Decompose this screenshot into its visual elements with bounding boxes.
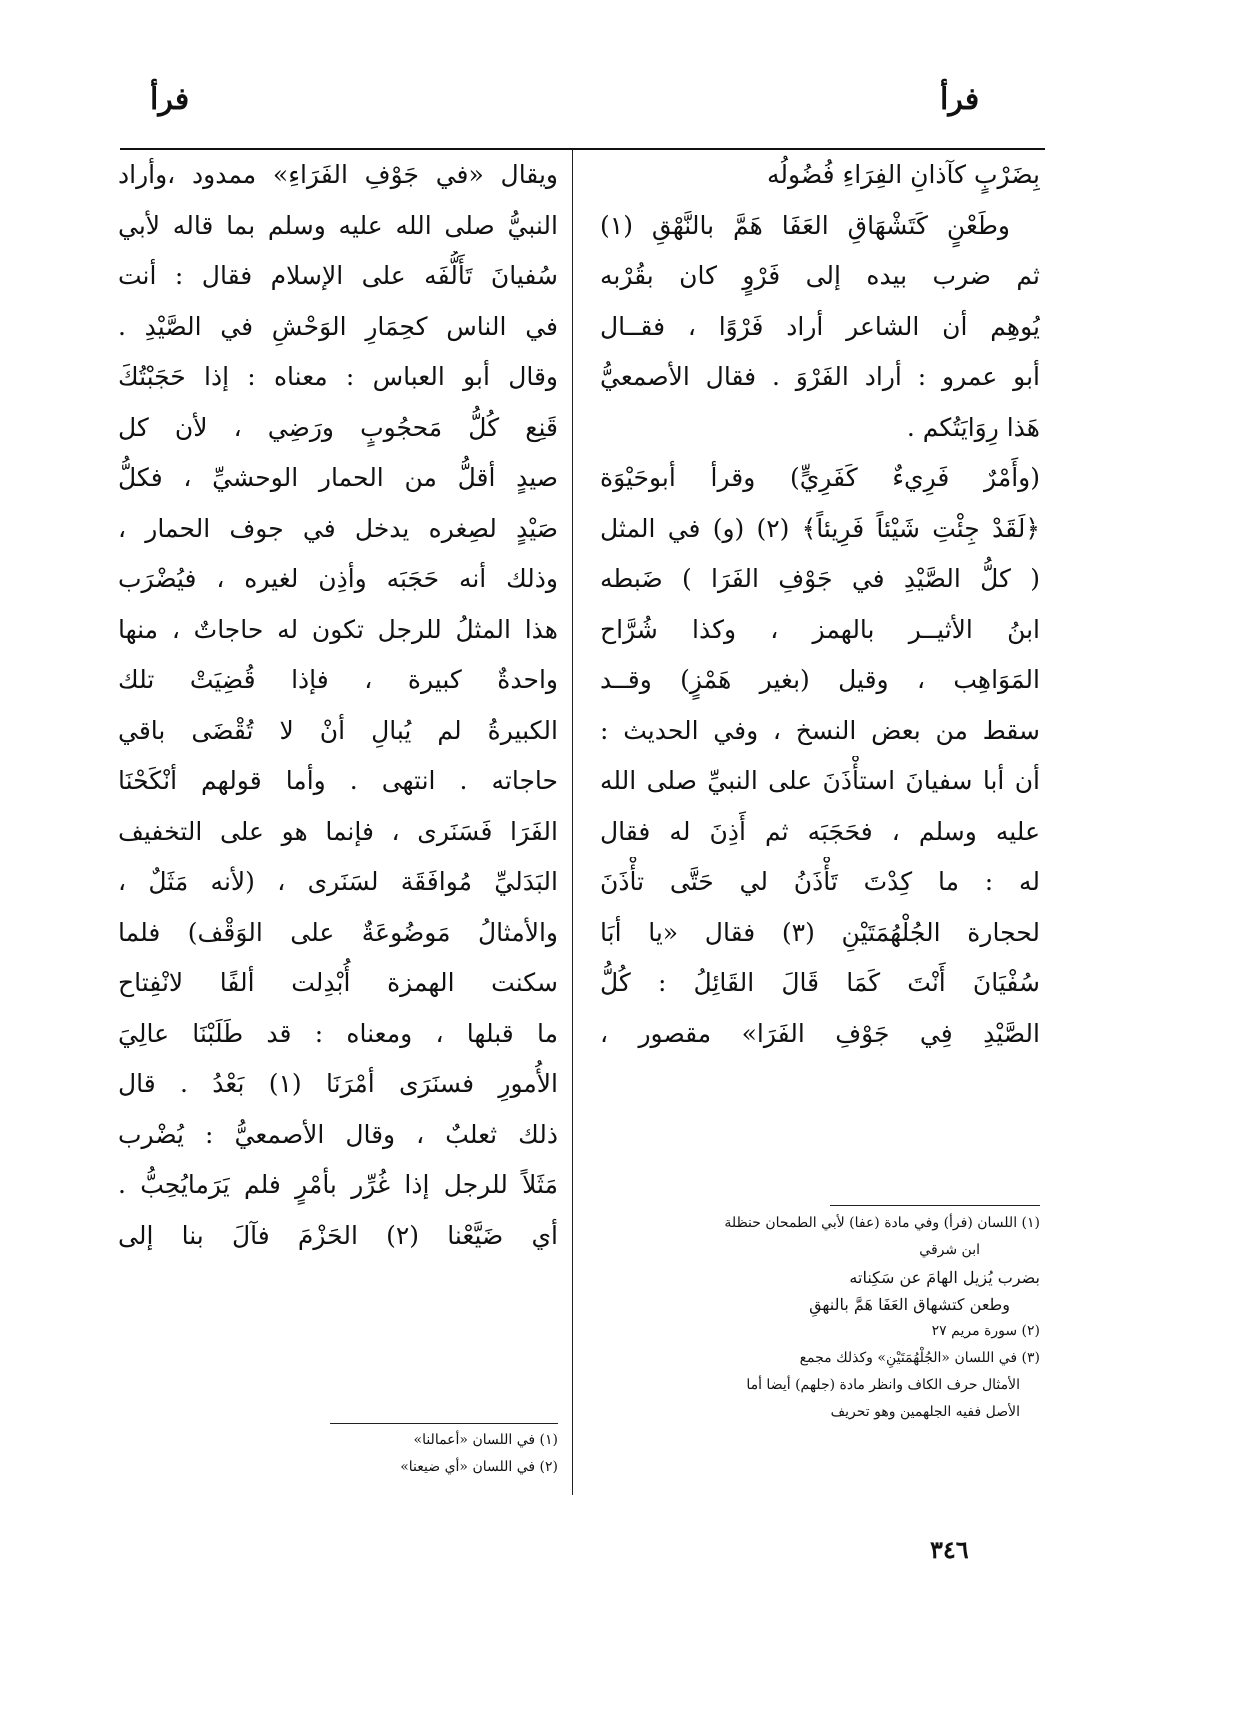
column-divider [572, 150, 573, 1495]
footnote-rule-right [830, 1205, 1040, 1206]
page-number: ٣٤٦ [930, 1535, 969, 1564]
text-line: أي ضَيَّعْنا (٢) الحَزْمَ فآلَ بنا إلى [118, 1220, 558, 1250]
text-line: المَوَاهِب ، وقيل (بغير هَمْزٍ) وقــد [600, 665, 1040, 694]
text-line: له : ما كِدْتَ تَأْذَنُ لي حَتَّى تأْذَنَ [600, 867, 1040, 896]
text-line: وقال أبو العباس : معناه : إذا حَجَبْتُكَ [118, 362, 558, 391]
text-line: ﴿لَقَدْ جِئْتِ شَيْئاً فَرِيئاً﴾ (٢) (و) في المثل [600, 513, 1040, 543]
text-line: بِضَرْبٍ كآذانِ الفِرَاءِ فُضُولُه [766, 160, 1040, 189]
text-line: ذلك ثعلبٌ ، وقال الأصمعيُّ : يُضْرب [118, 1119, 558, 1149]
footnotes-left [300, 1427, 558, 1481]
left-column [118, 150, 558, 1261]
footnote-line: (٢) سورة مريم ٢٧ [931, 1323, 1040, 1339]
text-line: سُفيانَ تَأَلُّفَه على الإسلام فقال : أنت [118, 261, 558, 290]
text-line: الفَرَا فَسَنَرى ، فإنما هو على التخفيف [118, 816, 558, 846]
page-header-right: فرأ [940, 82, 980, 117]
text-line: ( كلُّ الصَّيْدِ في جَوْفِ الفَرَا ) ضَبطه [600, 564, 1040, 593]
text-line: الكبيرةُ لم يُبالِ أنْ لا تُقْضَى باقي [118, 715, 558, 745]
footnotes-right [600, 1210, 1040, 1426]
footnote-line: بضرب يُزيل الهامَ عن سَكِناته [849, 1268, 1040, 1287]
text-line: سُفْيَانَ أَنْتَ كَمَا قَالَ القَائِلُ : كُلُّ [600, 968, 1040, 997]
text-line: ويقال «في جَوْفِ الفَرَاءِ» ممدود ،وأراد [118, 160, 558, 189]
footnote-line: (١) اللسان (فرأ) وفي مادة (عفا) لأبي الطمحان حنظلة [724, 1215, 1040, 1231]
text-line: مَثَلاً للرجل إذا غُرِّر بأمْرٍ فلم يَرَمايُحِبُّ . [118, 1170, 558, 1199]
text-line: ابنُ الأثيــر بالهمز ، وكذا شُرَّاح [600, 614, 1040, 644]
text-line: الصَّيْدِ فِي جَوْفِ الفَرَا» مقصور ، [600, 1018, 1040, 1048]
footnote-rule-left [330, 1423, 558, 1424]
footnote-line: (١) في اللسان «أعمالنا» [413, 1432, 558, 1448]
text-line: سكنت الهمزة أُبْدِلت ألفًا لانْفِتاح [118, 968, 558, 997]
text-line: وطَعْنٍ كَتَشْهَاقِ العَفَا هَمَّ بالنَّهْقِ (١) [600, 210, 1010, 240]
page-header-left: فرأ [150, 82, 190, 117]
text-line: هَذا رِوَايَتُكم . [906, 412, 1040, 442]
text-line: (وأَمْرٌ فَرِيءٌ كَفَرِيٍّ) وقرأ أبوحَيْوَة [600, 463, 1040, 492]
text-line: الأُمورِ فسنَرَى أمْرَنَا (١) بَعْدُ . قال [118, 1069, 558, 1098]
footnote-line: الأمثال حرف الكاف وانظر مادة (جلهم) أيضا أما [746, 1377, 1020, 1393]
text-line: البَدَليِّ مُوافَقَة لسَنَرى ، (لأنه مَثَلٌ ، [118, 867, 558, 896]
text-line: والأمثالُ مَوضُوعَةٌ على الوَقْف) فلما [118, 917, 558, 947]
text-line: أن أبا سفيانَ استأْذَنَ على النبيِّ صلى الله [600, 766, 1040, 795]
footnote-line: (٣) في اللسان «الجُلْهُمَتَيْنِ» وكذلك مجمع [799, 1350, 1040, 1366]
text-line: صيدٍ أقلُّ من الحمار الوحشيِّ ، فكلُّ [118, 463, 558, 492]
text-line: ثم ضرب بيده إلى فَرْوٍ كان بقُرْبه [600, 261, 1040, 290]
text-line: يُوهِم أن الشاعر أراد فَرْوًا ، فقــال [600, 311, 1040, 341]
text-line: سقط من بعض النسخ ، وفي الحديث : [600, 715, 1040, 745]
text-line: وذلك أنه حَجَبَه وأذِن لغيره ، فيُضْرَب [118, 564, 558, 593]
text-line: قَنِع كُلُّ مَحجُوبٍ ورَضِي ، لأن كل [118, 412, 558, 442]
text-line: هذا المثلُ للرجل تكون له حاجاتٌ ، منها [118, 614, 558, 644]
footnote-line: (٢) في اللسان «أي ضيعنا» [400, 1459, 558, 1475]
text-line: ما قبلها ، ومعناه : قد طَلَبْنَا عالِيَ [118, 1018, 558, 1048]
text-line: صَيْدٍ لصِغره يدخل في جوف الحمار ، [118, 513, 558, 543]
text-line: واحدةٌ كبيرة ، فإذا قُضِيَتْ تلك [118, 665, 558, 694]
text-line: النبيُّ صلى الله عليه وسلم بما قاله لأبي [118, 210, 558, 240]
right-column [600, 150, 1040, 1059]
text-line: عليه وسلم ، فحَجَبَه ثم أَذِنَ له فقال [600, 816, 1040, 846]
text-line: حاجاته . انتهى . وأما قولهم أنْكَحْنَا [118, 766, 558, 795]
footnote-line: الأصل ففيه الجلهمين وهو تحريف [830, 1404, 1020, 1420]
footnote-line: وطعن كتشهاق العَفَا هَمَّ بالنهقِ [809, 1295, 1010, 1314]
text-line: أبو عمرو : أراد الفَرْوَ . فقال الأصمعيُّ [600, 362, 1040, 391]
text-line: لحجارة الجُلْهُمَتَيْنِ (٣) فقال «يا أبَا [600, 917, 1040, 947]
text-line: في الناس كحِمَارِ الوَحْشِ في الصَّيْدِ . [118, 311, 558, 341]
footnote-line: ابن شرقي [919, 1242, 980, 1258]
